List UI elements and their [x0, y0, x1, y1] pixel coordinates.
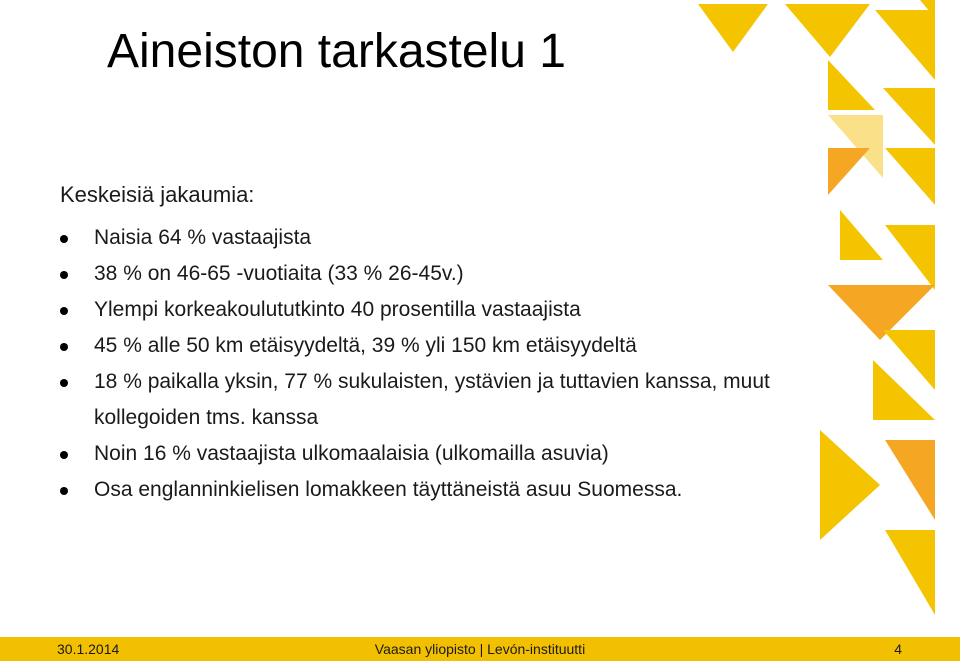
footer-organization: Vaasan yliopisto | Levón-instituutti	[374, 641, 586, 657]
triangle-shape	[698, 4, 768, 52]
bullet-item	[60, 364, 790, 436]
triangle-shape	[840, 210, 883, 260]
triangle-shape	[885, 530, 935, 615]
triangle-shape	[820, 430, 880, 540]
footer-date: 30.1.2014	[57, 641, 120, 657]
bullet-item	[60, 436, 790, 472]
triangle-shape	[885, 225, 935, 290]
bullet-list	[60, 220, 790, 508]
triangle-shape	[785, 4, 870, 57]
bullet-text: Osa englanninkielisen lomakkeen täyttäneistä asuu Suomessa.	[94, 478, 683, 501]
bullet-text: Noin 16 % vastaajista ulkomaalaisia (ulkomailla asuvia)	[94, 442, 609, 465]
triangle-shape	[885, 440, 935, 520]
bullet-item	[60, 328, 790, 364]
bullet-icon	[60, 235, 68, 243]
bullet-text: 18 % paikalla yksin, 77 % sukulaisten, ystävien ja tuttavien kanssa, muut kollegoiden tms. kanssa	[94, 370, 770, 429]
bullet-icon	[60, 451, 68, 459]
bullet-icon	[60, 271, 68, 279]
bullet-item	[60, 292, 790, 328]
bullet-text: Ylempi korkeakoulututkinto 40 prosentilla vastaajista	[94, 298, 581, 321]
triangle-shape	[875, 10, 935, 80]
bullet-item	[60, 256, 790, 292]
triangle-shape	[828, 60, 875, 110]
triangle-shape	[883, 88, 935, 145]
bullet-icon	[60, 343, 68, 351]
footer-bar	[0, 637, 960, 661]
bullet-text: Naisia 64 % vastaajista	[94, 226, 312, 249]
bullet-icon	[60, 307, 68, 315]
bullet-text: 45 % alle 50 km etäisyydeltä, 39 % yli 150 km etäisyydeltä	[94, 334, 637, 357]
bullet-text: 38 % on 46-65 -vuotiaita (33 % 26-45v.)	[94, 262, 464, 285]
page-number: 4	[894, 641, 902, 657]
bullet-icon	[60, 487, 68, 495]
section-heading: Keskeisiä jakaumia:	[60, 182, 255, 207]
bullet-icon	[60, 379, 68, 387]
bullet-item	[60, 220, 790, 256]
triangle-shape	[885, 148, 935, 205]
bullet-item	[60, 472, 790, 508]
slide-title: Aineiston tarkastelu 1	[107, 25, 566, 78]
